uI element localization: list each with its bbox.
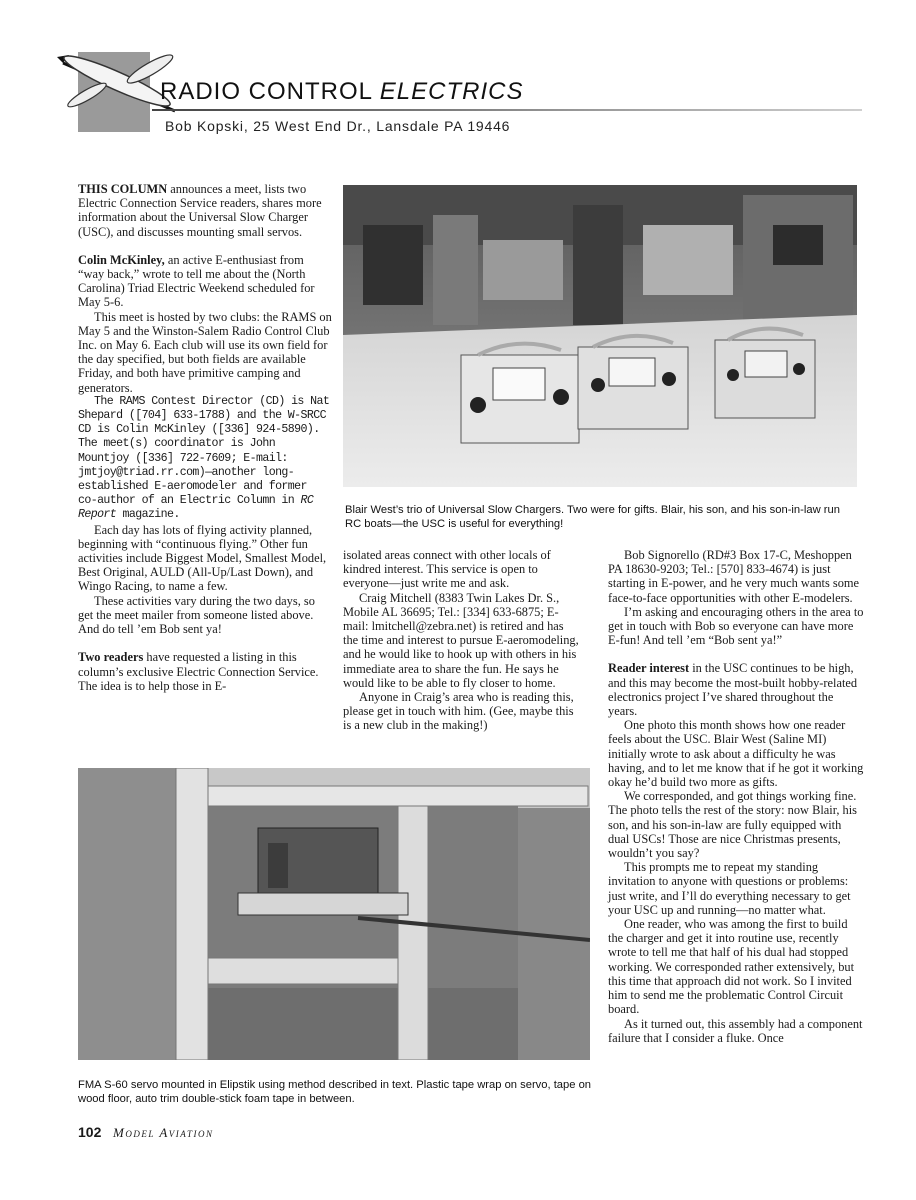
paragraph: Colin McKinley, an active E-enthusiast from “way back,” wrote to tell me about the (North Carolina) Triad Electric Weekend scheduled for May 5-6. [78,252,315,310]
paragraph: We corresponded, and got things working fine. The photo tells the rest of the story: now Blair, his son, and his son-in-law are fully equipped with dual USCs! Those are nice Christmas presents, wouldn’t you say? [608,789,857,861]
column-title: RADIO CONTROL ELECTRICS [160,78,524,105]
paragraph: This meet is hosted by two clubs: the RAMS on May 5 and the Winston-Salem Radio Control Club Inc. on May 6. Each club will use its own field for the day specified, but both fields are available Friday, and both have primitive camping and generators. [78,309,332,395]
photo-2-caption: FMA S-60 servo mounted in Elipstik using method described in text. Plastic tape wrap on servo, tape on wood floor, auto trim double-stick foam tape in between. [78,1079,592,1105]
paragraph: isolated areas connect with other locals of kindred interest. This service is open to everyone—just write me and ask. [343,548,551,591]
chargers-photo-image [343,185,857,487]
servo-photo-image [78,768,590,1060]
paragraph: This prompts me to repeat my standing invitation to anyone with questions or problems: just write, and I’ll do everything necessary to get your USC up and running—no matter what. [608,860,851,917]
paragraph: Two readers have requested a listing in this column’s exclusive Electric Connection Service. The idea is to help those in E- [78,650,319,693]
magazine-name: Model Aviation [113,1125,214,1140]
header-rule [152,109,862,111]
page-number: 102 [78,1124,102,1140]
photo-1-caption: Blair West’s trio of Universal Slow Chargers. Two were for gifts. Blair, his son, and his son-in-law run RC boats—the USC is useful for everything! [345,504,840,530]
paragraph: Each day has lots of flying activity planned, beginning with “continuous flying.” Other fun activities include Biggest Model, Smallest Model, Best Original, AULD (All-Up/Last Down), and Wingo Racing, to name a few. [78,522,327,594]
column-3 [608,548,864,1045]
paragraph: As it turned out, this assembly had a component failure that I consider a fluke. Once [608,1016,863,1045]
photo-servo-mount [78,768,590,1060]
paragraph: The RAMS Contest Director (CD) is Nat Shepard ([704] 633-1788) and the W-SRCC CD is Colin McKinley ([336] 924-5890). The meet(s) coordinator is John Mountjoy ([336] 722-7609; E-mail: jmtjoy@triad.rr.com)—another long-established E-aeromodeler and former co-author of an Electric Column in RC Report magazine. [78,394,330,522]
column-1 [78,182,332,693]
paragraph: Reader interest in the USC continues to be high, and this may become the most-built hobby-related electronics project I’ve shared throughout the years. [608,661,858,719]
paragraph: These activities vary during the two days, so get the meet mailer from someone listed above. And do tell ’em Bob sent ya! [78,593,315,637]
paragraph: THIS COLUMN announces a meet, lists two Electric Connection Service readers, shares more information about the Universal Slow Charger (USC), and discusses mounting small servos. [78,182,322,239]
paragraph: Bob Signorello (RD#3 Box 17-C, Meshoppen PA 18630-9203; Tel.: [570] 833-4674) is just starting in E-power, and he very much wants some face-to-face opportunities with other E-modelers. [608,548,860,605]
paragraph: I’m asking and encouraging others in the area to get in touch with Bob so everyone can have more E-fun! And tell ’em “Bob sent ya!” [608,604,864,648]
paragraph: Craig Mitchell (8383 Twin Lakes Dr. S., Mobile AL 36695; Tel.: [334] 633-6875; E-mail: lmitchell@zebra.net) is retired and has the time and interest to pursue E-aeromodeling, and he would like to hook up with others in his immediate area to share the fun. He says he would like to be able to fly closer to home. [343,590,579,690]
paragraph: Anyone in Craig’s area who is reading this, please get in touch with him. (Gee, maybe this is a new club in the making!) [343,690,574,733]
paragraph: One reader, who was among the first to build the charger and get it into routine use, recently wrote to tell me that half of his dual had stopped working. We corresponded rather extensively, but this time that approach did not work. So I invited him to send me the problematic Control Circuit board. [608,917,855,1017]
paragraph: One photo this month shows how one reader feels about the USC. Blair West (Saline MI) initially wrote to ask about a difficulty he was having, and to let me know that if he got it working okay he’d build two more as gifts. [608,718,864,790]
column-2 [343,548,581,733]
byline: Bob Kopski, 25 West End Dr., Lansdale PA 19446 [165,118,511,134]
photo-usc-chargers [343,185,857,487]
